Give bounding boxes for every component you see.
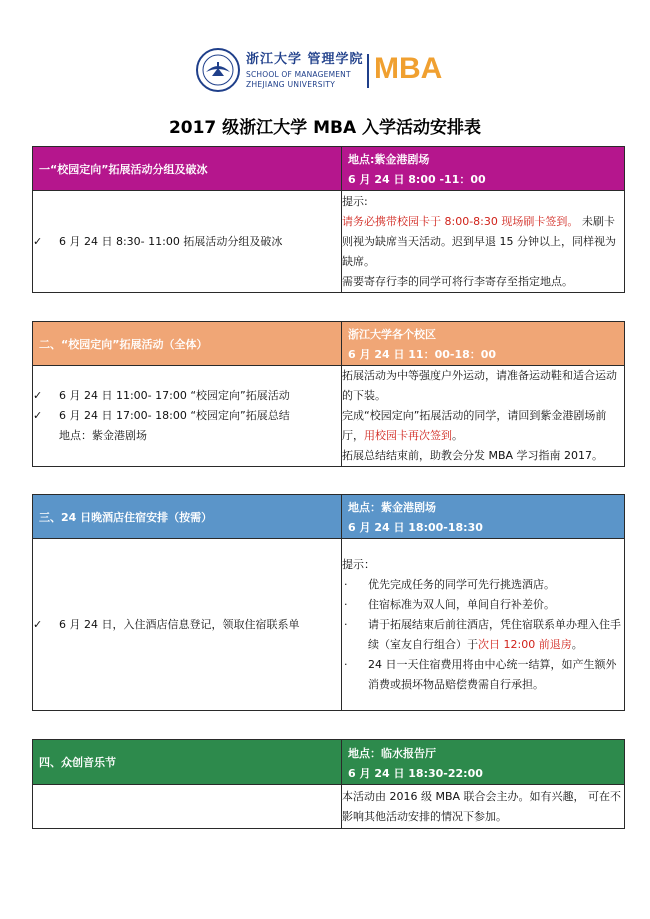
university-seal-icon [196, 48, 240, 92]
section-4-location: 地点：临水报告厅 [348, 746, 436, 760]
logo-divider [367, 54, 369, 88]
tips-label: 提示： [342, 557, 375, 571]
section-1-tips [342, 191, 625, 293]
section-4-empty-cell [33, 785, 342, 829]
signin-warning: 请务必携带校园卡于 8:00-8:30 现场刷卡签到。 [342, 214, 579, 228]
section-1-tip: 请务必携带校园卡于 8:00-8:30 现场刷卡签到。 未刷卡则视为缺席当天活动。迟到早退 15 分钟以上，同样视为缺席。 [342, 214, 616, 268]
section-3-item: ✓ 6 月 24 日，入住酒店信息登记，领取住宿联系单 [33, 615, 341, 635]
section-1-table [32, 146, 625, 293]
bullet-icon: · [344, 577, 348, 591]
tips-label: 提示: [342, 194, 368, 208]
section-2-location: 浙江大学各个校区 [348, 328, 436, 341]
section-2-note-3: 拓展总结结束前，助教会分发 MBA 学习指南 2017。 [342, 449, 604, 462]
bullet-icon: · [344, 657, 348, 671]
section-3-header-info [342, 495, 625, 539]
section-2-item: ✓ 6 月 24 日 11:00- 17:00 “校园定向”拓展活动 [33, 386, 341, 406]
section-2-item: ✓ 6 月 24 日 17:00- 18:00 “校园定向”拓展总结 [33, 406, 341, 426]
section-4-time: 6 月 24 日 18:30-22:00 [348, 766, 483, 780]
section-1-header-info [342, 147, 625, 191]
section-2-note-2: 完成“校园定向”拓展活动的同学，请回到紫金港剧场前厅，用校园卡再次签到。 [342, 409, 607, 442]
section-4-table [32, 739, 625, 829]
section-4-name: 四、众创音乐节 [33, 740, 342, 785]
section-1-location: 地点:紫金港剧场 [348, 153, 430, 166]
section-2-note-1: 拓展活动为中等强度户外运动，请准备运动鞋和适合运动的下装。 [342, 369, 617, 402]
checkout-deadline: 次日 12:00 前退房 [478, 637, 572, 651]
bullet-icon: · [344, 597, 348, 611]
check-icon: ✓ [33, 234, 43, 248]
luggage-note: 需要寄存行李的同学可将行李寄存至指定地点。 [342, 274, 573, 288]
bullet-item: · 住宿标准为双人间，单间自行补差价。 [342, 595, 624, 615]
bullet-icon: · [344, 617, 348, 631]
school-logo-header [196, 46, 466, 96]
bullet-item: · 优先完成任务的同学可先行挑选酒店。 [342, 575, 624, 595]
section-4-note: 本活动由 2016 级 MBA 联合会主办。如有兴趣， 可在不影响其他活动安排的情况下参加。 [342, 785, 625, 829]
check-icon: ✓ [33, 409, 43, 422]
section-2-table [32, 321, 625, 467]
section-2-name: 二、“校园定向”拓展活动（全体） [33, 322, 342, 366]
section-2-header-info [342, 322, 625, 366]
resignin-warning: 用校园卡再次签到 [364, 429, 452, 442]
bullet-item: · 请于拓展结束后前往酒店，凭住宿联系单办理入住手续（室友自行组合）于次日 12:00 前退房。 [342, 615, 624, 655]
section-2-time: 6 月 24 日 11：00-18：00 [348, 348, 497, 361]
section-3-name: 三、24 日晚酒店住宿安排（按需） [33, 495, 342, 539]
page-title: 2017 级浙江大学 MBA 入学活动安排表 [168, 118, 482, 138]
school-name-en-line2: ZHEJIANG UNIVERSITY [246, 80, 336, 89]
section-3-location: 地点：紫金港剧场 [348, 501, 436, 514]
section-2-notes [342, 366, 625, 467]
section-1-items [33, 191, 342, 293]
section-3-items [33, 539, 342, 711]
check-icon: ✓ [33, 617, 43, 631]
section-1-time: 6 月 24 日 8:00 -11：00 [348, 173, 486, 186]
section-3-table [32, 494, 625, 711]
section-2-items [33, 366, 342, 467]
mba-logo-text: MBA [374, 52, 443, 85]
school-name-cn: 浙江大学 管理学院 [246, 52, 364, 67]
section-3-time: 6 月 24 日 18:00-18:30 [348, 521, 483, 534]
school-name-en-line1: SCHOOL OF MANAGEMENT [246, 70, 351, 79]
section-3-tips [342, 539, 625, 711]
check-icon: ✓ [33, 389, 43, 402]
section-1-item: ✓ 6 月 24 日 8:30- 11:00 拓展活动分组及破冰 [33, 232, 341, 252]
section-2-sub-location: 地点：紫金港剧场 [59, 429, 147, 442]
bullet-item: · 24 日一天住宿费用将由中心统一结算，如产生额外消费或损坏物品赔偿费需自行承担。 [342, 655, 624, 695]
section-1-name: 一“校园定向”拓展活动分组及破冰 [33, 147, 342, 191]
section-4-header-info [342, 740, 625, 785]
